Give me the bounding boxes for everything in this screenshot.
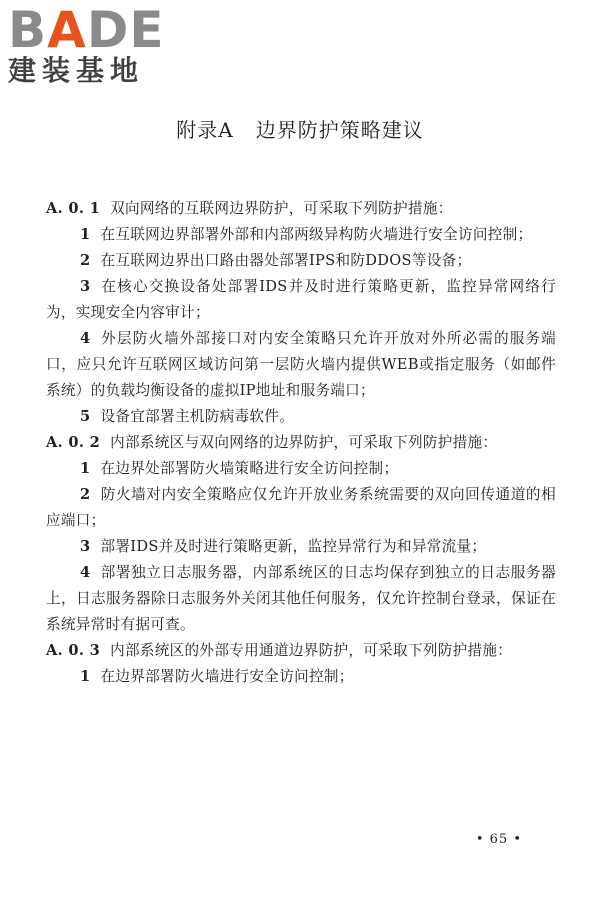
item-number: 2 [80, 252, 91, 269]
list-item [46, 274, 556, 326]
item-number: 2 [80, 486, 91, 503]
item-text: 在核心交换设备处部署IDS并及时进行策略更新，监控异常网络行为，实现安全内容审计； [46, 278, 556, 321]
item-text: 防火墙对内安全策略应仅允许开放业务系统需要的双向回传通道的相应端口； [46, 486, 556, 529]
appendix-label: 附录A [176, 118, 234, 142]
clause [46, 638, 556, 664]
list-item [46, 404, 556, 430]
item-number: 5 [80, 408, 91, 425]
item-text: 部署IDS并及时进行策略更新，监控异常行为和异常流量； [100, 538, 487, 555]
clause-text: 内部系统区与双向网络的边界防护，可采取下列防护措施： [110, 434, 498, 451]
item-number: 4 [80, 330, 91, 347]
item-text: 在互联网边界部署外部和内部两级异构防火墙进行安全访问控制； [100, 226, 533, 243]
list-item [46, 482, 556, 534]
logo-subtitle: 建装基地 [8, 54, 145, 87]
list-item [46, 222, 556, 248]
clause [46, 196, 556, 222]
page-number: • 65 • [475, 832, 522, 847]
item-text: 设备宜部署主机防病毒软件。 [100, 408, 295, 425]
clause-number: A. 0. 3 [46, 642, 101, 659]
appendix-heading: 边界防护策略建议 [255, 118, 424, 142]
item-number: 1 [80, 460, 91, 477]
item-text: 部署独立日志服务器，内部系统区的日志均保存到独立的日志服务器上，日志服务器除日志服务外关闭其他任何服务，仅允许控制台登录，保证在系统异常时有据可查。 [46, 564, 556, 633]
item-number: 1 [80, 668, 91, 685]
item-text: 在边界部署防火墙进行安全访问控制； [100, 668, 354, 685]
publisher-logo [8, 1, 178, 87]
item-text: 在边界处部署防火墙策略进行安全访问控制； [100, 460, 399, 477]
item-number: 1 [80, 226, 91, 243]
clause-text: 双向网络的互联网边界防护，可采取下列防护措施： [110, 200, 453, 217]
clause-text: 内部系统区的外部专用通道边界防护，可采取下列防护措施： [110, 642, 513, 659]
logo-wordmark: BADE [8, 1, 165, 59]
clause-number: A. 0. 1 [46, 200, 101, 217]
list-item [46, 248, 556, 274]
item-text: 外层防火墙外部接口对内安全策略只允许开放对外所必需的服务端口，应只允许互联网区域访问第一层防火墙内提供WEB或指定服务（如邮件系统）的负载均衡设备的虚拟IP地址和服务端口； [46, 330, 556, 399]
list-item [46, 534, 556, 560]
item-text: 在互联网边界出口路由器处部署IPS和防DDOS等设备； [100, 252, 472, 269]
list-item [46, 456, 556, 482]
clause [46, 430, 556, 456]
document-body [46, 196, 556, 690]
clause-number: A. 0. 2 [46, 434, 101, 451]
list-item [46, 664, 556, 690]
item-number: 4 [80, 564, 91, 581]
list-item [46, 560, 556, 638]
appendix-title [0, 114, 600, 143]
item-number: 3 [80, 278, 91, 295]
item-number: 3 [80, 538, 91, 555]
list-item [46, 326, 556, 404]
